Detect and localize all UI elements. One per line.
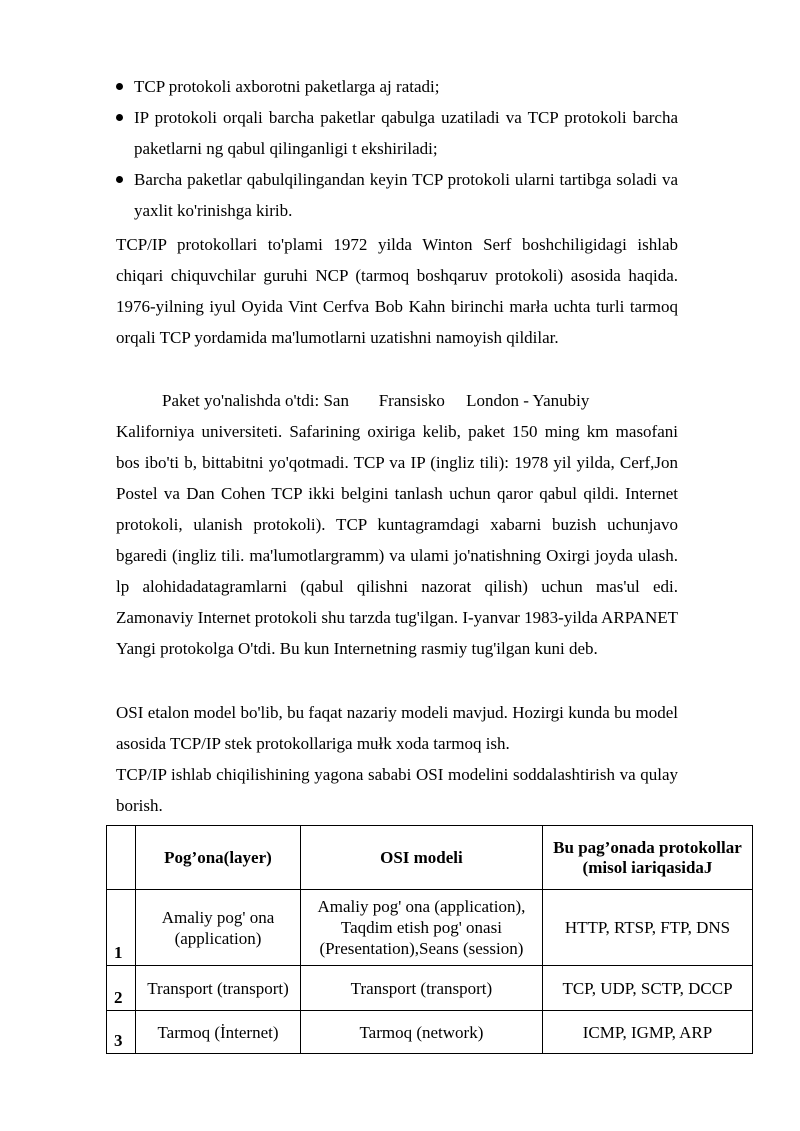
row-layer: Tarmoq (İnternet) xyxy=(136,1011,301,1054)
table-header-osi: OSI modeli xyxy=(300,826,542,890)
table-header-layer: Pog’ona(layer) xyxy=(136,826,301,890)
paragraph-route-line: Paket yo'nalishda o'tdi: San Fransisko London - Yanubiy xyxy=(162,391,590,410)
paragraph-osi: OSI etalon model bo'lib, bu faqat nazariy modeli mavjud. Hozirgi kunda bu model asosida TCP/IP stek protokollariga mułk xoda tarmoq ish. xyxy=(116,703,678,753)
table-row xyxy=(107,890,753,966)
table-header-row xyxy=(107,826,753,890)
layers-table xyxy=(106,825,753,1054)
row-number: 2 xyxy=(107,966,136,1011)
list-item-text: Barcha paketlar qabulqilingandan keyin TCP protokoli ularni tartibga soladi va yaxlit ko'rinishga kirib. xyxy=(134,170,678,220)
list-item xyxy=(116,102,678,164)
paragraph-history: TCP/IP protokollari to'plami 1972 yilda Winton Serf boshchiligidagi ishlab chiqari chiquvchilar guruhi NCP (tarmoq boshqaruv protokoli) asosida haqida. 1976-yilning iyul Oyida Vint Cerfva Bob Kahn birinchi marła uchta turli tarmoq orqali TCP yordamida ma'lumotlarni uzatishni namoyish qildilar. xyxy=(116,235,678,347)
row-osi: Amaliy pog' ona (application), Taqdim etish pog' onasi (Presentation),Seans (session) xyxy=(300,890,542,966)
table-header-number xyxy=(107,826,136,890)
table-header-protocols: Bu pag’onada protokollar (misol iariqasidaJ xyxy=(542,826,752,890)
table-row xyxy=(107,966,753,1011)
list-item-text: TCP protokoli axborotni paketlarga aj ratadi; xyxy=(134,77,440,96)
row-protocols: TCP, UDP, SCTP, DCCP xyxy=(542,966,752,1011)
bullet-list xyxy=(116,71,678,226)
row-osi: Tarmoq (network) xyxy=(300,1011,542,1054)
bullet-icon xyxy=(116,176,123,183)
row-layer: Amaliy pog' ona (application) xyxy=(136,890,301,966)
row-protocols: HTTP, RTSP, FTP, DNS xyxy=(542,890,752,966)
row-number: 1 xyxy=(107,890,136,966)
paragraph-tcpip: TCP/IP ishlab chiqilishining yagona sababi OSI modelini soddalashtirish va qulay borish. xyxy=(116,765,678,815)
row-protocols: ICMP, IGMP, ARP xyxy=(542,1011,752,1054)
table-row xyxy=(107,1011,753,1054)
list-item xyxy=(116,71,678,102)
row-osi: Transport (transport) xyxy=(300,966,542,1011)
bullet-icon xyxy=(116,83,123,90)
list-item-text: IP protokoli orqali barcha paketlar qabulga uzatiladi va TCP protokoli barcha paketlarni ng qabul qilinganligi t ekshiriladi; xyxy=(134,108,678,158)
list-item xyxy=(116,164,678,226)
row-layer: Transport (transport) xyxy=(136,966,301,1011)
row-number: 3 xyxy=(107,1011,136,1054)
paragraph-route: Kaliforniya universiteti. Safarining oxiriga kelib, paket 150 ming km masofani bos ibo'ti b, bittabitni yo'qotmadi. TCP va IP (ingliz tili): 1978 yil yilda, Cerf,Jon Postel va Dan Cohen TCP ikki belgini tanlash uchun qaror qabul qildi. Internet protokoli, ulanish protokoli). TCP kuntagramdagi xabarni buzish uchunjavo bgaredi (ingliz tili. ma'lumotlargramm) va ulami jo'natishning Oxirgi joyda ulash. lp alohidadatagramlarni (qabul qilishni nazorat qilish) uchun mas'ul edi. Zamonaviy Internet protokoli shu tarzda tug'ilgan. I-yanvar 1983-yilda ARPANET Yangi protokolga O'tdi. Bu kun Internetning rasmiy tug'ilgan kuni deb. xyxy=(116,422,678,658)
bullet-icon xyxy=(116,114,123,121)
